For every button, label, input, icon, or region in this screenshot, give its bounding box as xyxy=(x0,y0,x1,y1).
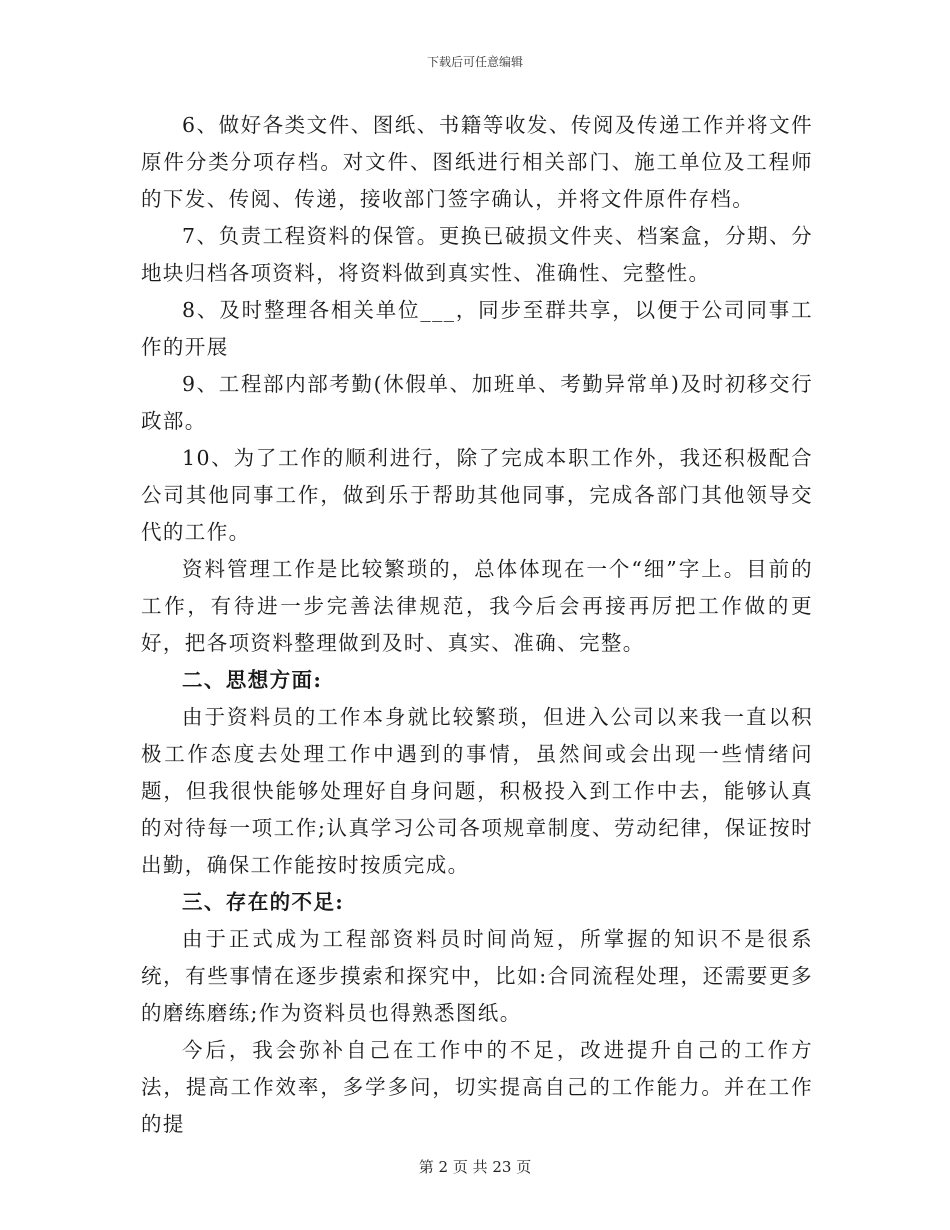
paragraph-summary: 资料管理工作是比较繁琐的，总体体现在一个“细”字上。目前的工作，有待进一步完善法律规范，我今后会再接再厉把工作做的更好，把各项资料整理做到及时、真实、准确、完整。 xyxy=(141,557,813,655)
paragraph-item-9: 9、工程部内部考勤(休假单、加班单、考勤异常单)及时初移交行政部。 xyxy=(141,372,813,433)
page-header: 下载后可任意编辑 xyxy=(426,55,523,69)
section-heading-shortcomings: 三、存在的不足: xyxy=(182,890,345,914)
paragraph-future: 今后，我会弥补自己在工作中的不足，改进提升自己的工作方法，提高工作效率，多学多问，切实提高自己的工作能力。并在工作的提 xyxy=(141,1038,813,1136)
page-number: 第 2 页 共 23 页 xyxy=(418,1158,532,1176)
document-body xyxy=(141,107,813,1143)
paragraph-item-6: 6、做好各类文件、图纸、书籍等收发、传阅及传递工作并将文件原件分类分项存档。对文件、图纸进行相关部门、施工单位及工程师的下发、传阅、传递，接收部门签字确认，并将文件原件存档。 xyxy=(141,113,813,211)
paragraph-thoughts: 由于资料员的工作本身就比较繁琐，但进入公司以来我一直以积极工作态度去处理工作中遇到的事情，虽然间或会出现一些情绪问题，但我很快能够处理好自身问题，积极投入到工作中去，能够认真的对待每一项工作;认真学习公司各项规章制度、劳动纪律，保证按时出勤，确保工作能按时按质完成。 xyxy=(141,705,813,877)
paragraph-item-10: 10、为了工作的顺利进行，除了完成本职工作外，我还积极配合公司其他同事工作，做到乐于帮助其他同事，完成各部门其他领导交代的工作。 xyxy=(141,446,813,544)
section-heading-thoughts: 二、思想方面: xyxy=(182,668,323,692)
paragraph-shortcomings: 由于正式成为工程部资料员时间尚短，所掌握的知识不是很系统，有些事情在逐步摸索和探究中，比如:合同流程处理，还需要更多的磨练磨练;作为资料员也得熟悉图纸。 xyxy=(141,927,813,1025)
paragraph-item-8: 8、及时整理各相关单位___，同步至群共享，以便于公司同事工作的开展 xyxy=(141,298,813,359)
paragraph-item-7: 7、负责工程资料的保管。更换已破损文件夹、档案盒，分期、分地块归档各项资料，将资料做到真实性、准确性、完整性。 xyxy=(141,224,813,285)
